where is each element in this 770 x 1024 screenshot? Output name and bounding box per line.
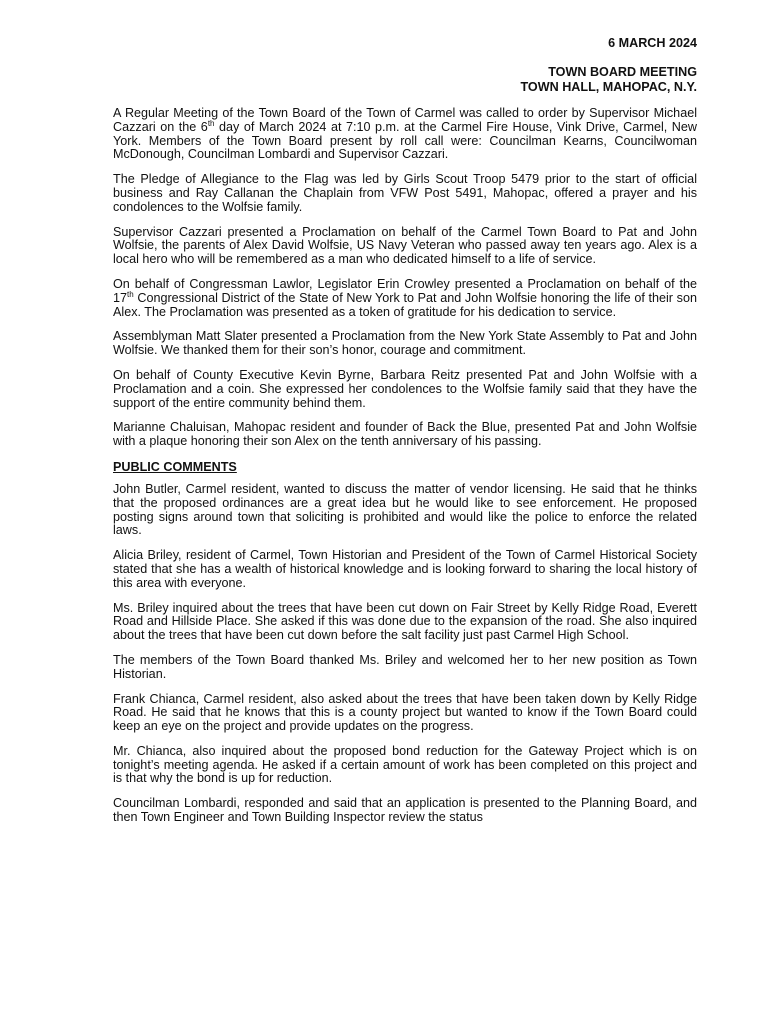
paragraph-comment-chianca: Frank Chianca, Carmel resident, also asked about the trees that have been taken down by Kelly Ridge Road. He said that he knows that this is a county project but wanted to know if the Town Board could keep an eye on the project and provide updates on the progress. [113, 691, 697, 734]
paragraph-call-to-order: A Regular Meeting of the Town Board of the Town of Carmel was called to order by Supervisor Michael Cazzari on the 6th day of March 2024 at 7:10 p.m. at the Carmel Fire House, Vink Drive, Carmel, New York. Members of the Town Board present by roll call were: Councilman Kearns, Councilwoman McDonough, Councilman Lombardi and Supervisor Cazzari. [113, 106, 697, 162]
paragraph-pledge: The Pledge of Allegiance to the Flag was led by Girls Scout Troop 5479 prior to the start of official business and Ray Callanan the Chaplain from VFW Post 5491, Mahopac, offered a prayer and his condolences to the Wolfsie family. [113, 172, 697, 214]
paragraph-proclamation-congress: On behalf of Congressman Lawlor, Legislator Erin Crowley presented a Proclamation on behalf of the 17th Congressional District of the State of New York to Pat and John Wolfsie honoring the life of their son Alex. The Proclamation was presented as a token of gratitude for his dedication to service. [113, 276, 697, 319]
meeting-location: TOWN HALL, MAHOPAC, N.Y. [520, 80, 697, 94]
paragraph-comment-butler: John Butler, Carmel resident, wanted to discuss the matter of vendor licensing. He said that he thinks that the proposed ordinances are a great idea but he would like to see enforcement. He proposed posting signs around town that soliciting is prohibited and would like the police to enforce the related laws. [113, 481, 697, 538]
paragraph-plaque: Marianne Chaluisan, Mahopac resident and founder of Back the Blue, presented Pat and John Wolfsie with a plaque honoring their son Alex on the tenth anniversary of his passing. [113, 420, 697, 449]
paragraph-chianca-bond: Mr. Chianca, also inquired about the proposed bond reduction for the Gateway Project which is on tonight’s meeting agenda. He asked if a certain amount of work has been completed on this project and is that why the bond is up for reduction. [113, 743, 697, 786]
paragraph-board-thanks: The members of the Town Board thanked Ms. Briley and welcomed her to her new position as Town Historian. [113, 652, 697, 681]
paragraph-comment-briley: Alicia Briley, resident of Carmel, Town Historian and President of the Town of Carmel Historical Society stated that she has a wealth of historical knowledge and is looking forward to sharing the local history of this area with everyone. [113, 548, 697, 590]
meeting-title: TOWN BOARD MEETING [548, 65, 697, 79]
paragraph-proclamation-assembly: Assemblyman Matt Slater presented a Proclamation from the New York State Assembly to Pat and John Wolfsie. We thanked them for their son’s honor, courage and commitment. [113, 329, 697, 358]
meeting-date: 6 MARCH 2024 [608, 36, 697, 50]
paragraph-lombardi-response: Councilman Lombardi, responded and said that an application is presented to the Planning Board, and then Town Engineer and Town Building Inspector review the status [113, 796, 697, 825]
document-header [113, 36, 697, 95]
paragraph-briley-trees: Ms. Briley inquired about the trees that have been cut down on Fair Street by Kelly Ridge Road, Everett Road and Hillside Place. She asked if this was done due to the expansion of the road. She also inquired about the trees that have been cut down before the salt facility just past Carmel High School. [113, 600, 697, 643]
paragraph-proclamation-town: Supervisor Cazzari presented a Proclamation on behalf of the Carmel Town Board to Pat and John Wolfsie, the parents of Alex David Wolfsie, US Navy Veteran who passed away ten years ago. Alex is a local hero who will be remembered as a man who dedicated himself to a life of service. [113, 224, 697, 267]
section-heading-public-comments: PUBLIC COMMENTS [113, 459, 237, 474]
paragraph-proclamation-county: On behalf of County Executive Kevin Byrne, Barbara Reitz presented Pat and John Wolfsie with a Proclamation and a coin. She expressed her condolences to the Wolfsie family said that they have the support of the entire community behind them. [113, 367, 697, 410]
document-body [113, 107, 697, 836]
